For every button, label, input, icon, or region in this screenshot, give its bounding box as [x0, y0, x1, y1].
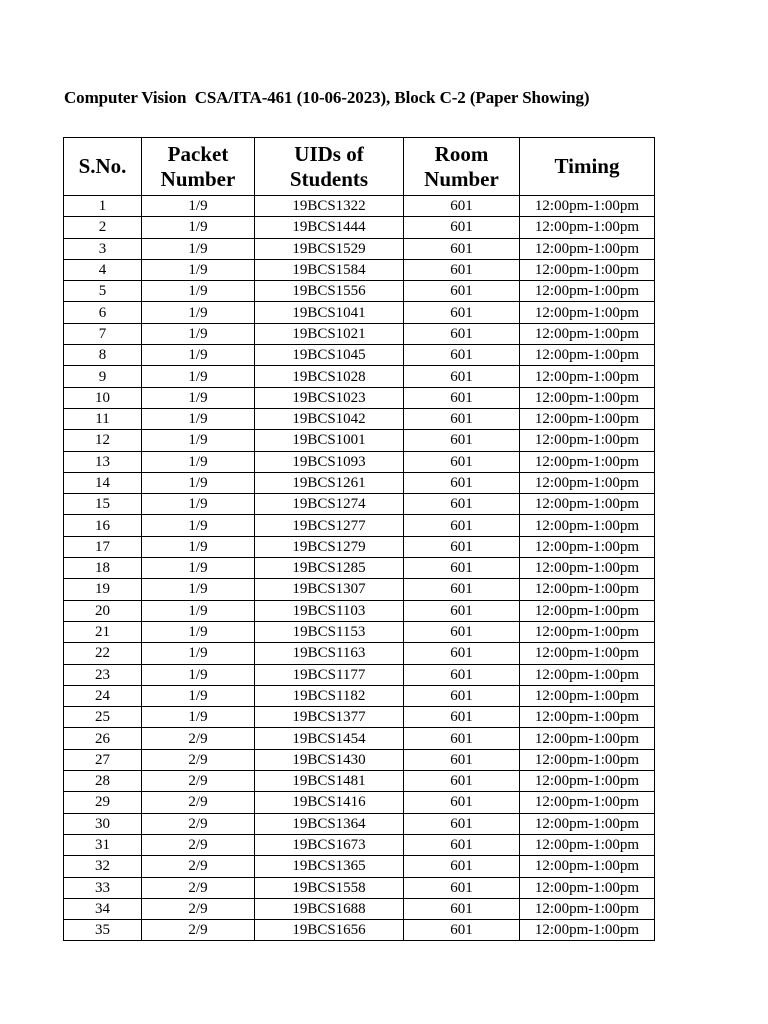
- table-row: [64, 430, 655, 451]
- cell-uid: 19BCS1416: [255, 792, 404, 813]
- cell-sno: 32: [64, 856, 142, 877]
- cell-uid: 19BCS1656: [255, 920, 404, 941]
- cell-room-number: 601: [404, 515, 520, 536]
- cell-packet-number: 1/9: [142, 302, 255, 323]
- cell-room-number: 601: [404, 494, 520, 515]
- cell-uid: 19BCS1279: [255, 536, 404, 557]
- header-room-line2: Number: [424, 166, 499, 191]
- cell-packet-number: 1/9: [142, 259, 255, 280]
- cell-timing: 12:00pm-1:00pm: [520, 749, 655, 770]
- cell-room-number: 601: [404, 771, 520, 792]
- cell-timing: 12:00pm-1:00pm: [520, 345, 655, 366]
- header-row: [64, 138, 655, 196]
- table-row: [64, 600, 655, 621]
- table-row: [64, 238, 655, 259]
- cell-sno: 24: [64, 685, 142, 706]
- cell-sno: 14: [64, 472, 142, 493]
- cell-timing: 12:00pm-1:00pm: [520, 771, 655, 792]
- cell-timing: 12:00pm-1:00pm: [520, 323, 655, 344]
- cell-uid: 19BCS1023: [255, 387, 404, 408]
- cell-sno: 9: [64, 366, 142, 387]
- table-row: [64, 408, 655, 429]
- cell-timing: 12:00pm-1:00pm: [520, 238, 655, 259]
- table-row: [64, 451, 655, 472]
- header-sno-label: S.No.: [78, 154, 127, 178]
- header-uid-line2: Students: [289, 166, 369, 191]
- header-room-number: [404, 138, 520, 196]
- table-row: [64, 196, 655, 217]
- cell-timing: 12:00pm-1:00pm: [520, 558, 655, 579]
- table-row: [64, 366, 655, 387]
- cell-packet-number: 2/9: [142, 771, 255, 792]
- cell-timing: 12:00pm-1:00pm: [520, 579, 655, 600]
- cell-timing: 12:00pm-1:00pm: [520, 707, 655, 728]
- cell-packet-number: 1/9: [142, 707, 255, 728]
- cell-room-number: 601: [404, 792, 520, 813]
- header-uids: [255, 138, 404, 196]
- cell-packet-number: 2/9: [142, 856, 255, 877]
- cell-packet-number: 1/9: [142, 600, 255, 621]
- cell-timing: 12:00pm-1:00pm: [520, 302, 655, 323]
- schedule-table: [63, 137, 655, 941]
- cell-uid: 19BCS1001: [255, 430, 404, 451]
- cell-room-number: 601: [404, 472, 520, 493]
- cell-uid: 19BCS1673: [255, 834, 404, 855]
- cell-uid: 19BCS1688: [255, 898, 404, 919]
- cell-packet-number: 1/9: [142, 558, 255, 579]
- cell-room-number: 601: [404, 664, 520, 685]
- cell-sno: 21: [64, 621, 142, 642]
- cell-sno: 13: [64, 451, 142, 472]
- cell-uid: 19BCS1103: [255, 600, 404, 621]
- cell-room-number: 601: [404, 579, 520, 600]
- cell-packet-number: 1/9: [142, 366, 255, 387]
- header-packet-line1: Packet: [167, 141, 229, 166]
- cell-room-number: 601: [404, 685, 520, 706]
- cell-timing: 12:00pm-1:00pm: [520, 600, 655, 621]
- cell-uid: 19BCS1481: [255, 771, 404, 792]
- cell-sno: 27: [64, 749, 142, 770]
- table-row: [64, 792, 655, 813]
- table-row: [64, 834, 655, 855]
- cell-sno: 18: [64, 558, 142, 579]
- header-sno: [64, 138, 142, 196]
- table-row: [64, 877, 655, 898]
- cell-uid: 19BCS1364: [255, 813, 404, 834]
- table-row: [64, 813, 655, 834]
- cell-room-number: 601: [404, 558, 520, 579]
- cell-timing: 12:00pm-1:00pm: [520, 898, 655, 919]
- cell-uid: 19BCS1556: [255, 281, 404, 302]
- header-packet-line2: Number: [160, 166, 236, 191]
- header-uid-line1: UIDs of: [294, 141, 364, 166]
- cell-room-number: 601: [404, 196, 520, 217]
- cell-timing: 12:00pm-1:00pm: [520, 685, 655, 706]
- table-row: [64, 259, 655, 280]
- cell-sno: 23: [64, 664, 142, 685]
- cell-room-number: 601: [404, 707, 520, 728]
- cell-uid: 19BCS1558: [255, 877, 404, 898]
- cell-sno: 28: [64, 771, 142, 792]
- cell-uid: 19BCS1042: [255, 408, 404, 429]
- cell-sno: 15: [64, 494, 142, 515]
- cell-uid: 19BCS1365: [255, 856, 404, 877]
- table-row: [64, 643, 655, 664]
- cell-room-number: 601: [404, 259, 520, 280]
- table-row: [64, 494, 655, 515]
- table-row: [64, 387, 655, 408]
- cell-uid: 19BCS1430: [255, 749, 404, 770]
- cell-timing: 12:00pm-1:00pm: [520, 792, 655, 813]
- cell-uid: 19BCS1021: [255, 323, 404, 344]
- cell-packet-number: 1/9: [142, 345, 255, 366]
- cell-uid: 19BCS1277: [255, 515, 404, 536]
- cell-room-number: 601: [404, 920, 520, 941]
- table-row: [64, 345, 655, 366]
- cell-packet-number: 1/9: [142, 472, 255, 493]
- cell-uid: 19BCS1153: [255, 621, 404, 642]
- cell-packet-number: 1/9: [142, 387, 255, 408]
- cell-sno: 22: [64, 643, 142, 664]
- table-row: [64, 217, 655, 238]
- cell-packet-number: 1/9: [142, 494, 255, 515]
- page-title: Computer Vision CSA/ITA-461 (10-06-2023), Block C-2 (Paper Showing): [64, 88, 590, 107]
- cell-timing: 12:00pm-1:00pm: [520, 834, 655, 855]
- cell-sno: 33: [64, 877, 142, 898]
- cell-packet-number: 2/9: [142, 920, 255, 941]
- cell-packet-number: 2/9: [142, 749, 255, 770]
- cell-uid: 19BCS1045: [255, 345, 404, 366]
- cell-timing: 12:00pm-1:00pm: [520, 621, 655, 642]
- cell-room-number: 601: [404, 430, 520, 451]
- cell-sno: 16: [64, 515, 142, 536]
- cell-uid: 19BCS1028: [255, 366, 404, 387]
- cell-room-number: 601: [404, 877, 520, 898]
- cell-uid: 19BCS1163: [255, 643, 404, 664]
- cell-sno: 2: [64, 217, 142, 238]
- cell-sno: 26: [64, 728, 142, 749]
- cell-room-number: 601: [404, 451, 520, 472]
- cell-sno: 20: [64, 600, 142, 621]
- table-row: [64, 558, 655, 579]
- table-row: [64, 579, 655, 600]
- cell-timing: 12:00pm-1:00pm: [520, 472, 655, 493]
- cell-uid: 19BCS1529: [255, 238, 404, 259]
- cell-room-number: 601: [404, 536, 520, 557]
- cell-uid: 19BCS1444: [255, 217, 404, 238]
- table-row: [64, 898, 655, 919]
- cell-sno: 3: [64, 238, 142, 259]
- cell-timing: 12:00pm-1:00pm: [520, 515, 655, 536]
- table-row: [64, 685, 655, 706]
- cell-room-number: 601: [404, 238, 520, 259]
- cell-timing: 12:00pm-1:00pm: [520, 856, 655, 877]
- cell-timing: 12:00pm-1:00pm: [520, 643, 655, 664]
- cell-timing: 12:00pm-1:00pm: [520, 536, 655, 557]
- cell-uid: 19BCS1182: [255, 685, 404, 706]
- cell-packet-number: 1/9: [142, 196, 255, 217]
- table-row: [64, 728, 655, 749]
- cell-uid: 19BCS1584: [255, 259, 404, 280]
- cell-timing: 12:00pm-1:00pm: [520, 366, 655, 387]
- cell-uid: 19BCS1177: [255, 664, 404, 685]
- cell-sno: 17: [64, 536, 142, 557]
- cell-packet-number: 1/9: [142, 685, 255, 706]
- cell-timing: 12:00pm-1:00pm: [520, 259, 655, 280]
- cell-packet-number: 1/9: [142, 515, 255, 536]
- cell-sno: 6: [64, 302, 142, 323]
- table-row: [64, 323, 655, 344]
- cell-sno: 7: [64, 323, 142, 344]
- cell-room-number: 601: [404, 217, 520, 238]
- cell-packet-number: 2/9: [142, 898, 255, 919]
- cell-room-number: 601: [404, 856, 520, 877]
- cell-timing: 12:00pm-1:00pm: [520, 494, 655, 515]
- table-row: [64, 281, 655, 302]
- cell-timing: 12:00pm-1:00pm: [520, 387, 655, 408]
- cell-room-number: 601: [404, 408, 520, 429]
- table-row: [64, 664, 655, 685]
- cell-timing: 12:00pm-1:00pm: [520, 217, 655, 238]
- cell-timing: 12:00pm-1:00pm: [520, 430, 655, 451]
- header-timing: [520, 138, 655, 196]
- cell-timing: 12:00pm-1:00pm: [520, 877, 655, 898]
- cell-packet-number: 1/9: [142, 430, 255, 451]
- cell-sno: 30: [64, 813, 142, 834]
- cell-sno: 35: [64, 920, 142, 941]
- cell-sno: 19: [64, 579, 142, 600]
- cell-uid: 19BCS1041: [255, 302, 404, 323]
- cell-packet-number: 1/9: [142, 451, 255, 472]
- cell-room-number: 601: [404, 643, 520, 664]
- cell-sno: 4: [64, 259, 142, 280]
- cell-room-number: 601: [404, 281, 520, 302]
- cell-room-number: 601: [404, 387, 520, 408]
- cell-packet-number: 1/9: [142, 621, 255, 642]
- cell-timing: 12:00pm-1:00pm: [520, 813, 655, 834]
- cell-timing: 12:00pm-1:00pm: [520, 281, 655, 302]
- table-row: [64, 920, 655, 941]
- cell-uid: 19BCS1322: [255, 196, 404, 217]
- cell-packet-number: 2/9: [142, 813, 255, 834]
- header-room-line1: Room: [434, 141, 489, 166]
- cell-packet-number: 1/9: [142, 281, 255, 302]
- cell-timing: 12:00pm-1:00pm: [520, 196, 655, 217]
- cell-packet-number: 1/9: [142, 238, 255, 259]
- cell-room-number: 601: [404, 834, 520, 855]
- cell-packet-number: 2/9: [142, 792, 255, 813]
- cell-packet-number: 1/9: [142, 323, 255, 344]
- cell-uid: 19BCS1093: [255, 451, 404, 472]
- cell-timing: 12:00pm-1:00pm: [520, 408, 655, 429]
- cell-sno: 34: [64, 898, 142, 919]
- cell-uid: 19BCS1454: [255, 728, 404, 749]
- cell-packet-number: 2/9: [142, 877, 255, 898]
- cell-sno: 8: [64, 345, 142, 366]
- cell-sno: 10: [64, 387, 142, 408]
- cell-room-number: 601: [404, 366, 520, 387]
- cell-room-number: 601: [404, 898, 520, 919]
- header-packet-number: [142, 138, 255, 196]
- cell-sno: 29: [64, 792, 142, 813]
- cell-room-number: 601: [404, 621, 520, 642]
- table-row: [64, 536, 655, 557]
- cell-sno: 1: [64, 196, 142, 217]
- cell-packet-number: 1/9: [142, 664, 255, 685]
- cell-sno: 5: [64, 281, 142, 302]
- cell-room-number: 601: [404, 302, 520, 323]
- cell-packet-number: 1/9: [142, 408, 255, 429]
- cell-room-number: 601: [404, 345, 520, 366]
- cell-timing: 12:00pm-1:00pm: [520, 728, 655, 749]
- cell-packet-number: 2/9: [142, 728, 255, 749]
- table-header: [64, 138, 655, 196]
- cell-packet-number: 2/9: [142, 834, 255, 855]
- table-row: [64, 771, 655, 792]
- cell-room-number: 601: [404, 728, 520, 749]
- table-row: [64, 749, 655, 770]
- table-row: [64, 515, 655, 536]
- cell-uid: 19BCS1377: [255, 707, 404, 728]
- cell-sno: 25: [64, 707, 142, 728]
- table-body: [64, 196, 655, 941]
- cell-timing: 12:00pm-1:00pm: [520, 664, 655, 685]
- cell-room-number: 601: [404, 323, 520, 344]
- cell-sno: 31: [64, 834, 142, 855]
- table-row: [64, 856, 655, 877]
- cell-uid: 19BCS1307: [255, 579, 404, 600]
- cell-sno: 11: [64, 408, 142, 429]
- table-row: [64, 621, 655, 642]
- cell-timing: 12:00pm-1:00pm: [520, 920, 655, 941]
- cell-packet-number: 1/9: [142, 643, 255, 664]
- cell-packet-number: 1/9: [142, 536, 255, 557]
- table-row: [64, 707, 655, 728]
- cell-timing: 12:00pm-1:00pm: [520, 451, 655, 472]
- cell-room-number: 601: [404, 749, 520, 770]
- cell-sno: 12: [64, 430, 142, 451]
- cell-packet-number: 1/9: [142, 579, 255, 600]
- cell-room-number: 601: [404, 600, 520, 621]
- cell-uid: 19BCS1274: [255, 494, 404, 515]
- cell-packet-number: 1/9: [142, 217, 255, 238]
- table-row: [64, 302, 655, 323]
- header-timing-label: Timing: [554, 154, 620, 178]
- table-row: [64, 472, 655, 493]
- cell-uid: 19BCS1285: [255, 558, 404, 579]
- cell-room-number: 601: [404, 813, 520, 834]
- cell-uid: 19BCS1261: [255, 472, 404, 493]
